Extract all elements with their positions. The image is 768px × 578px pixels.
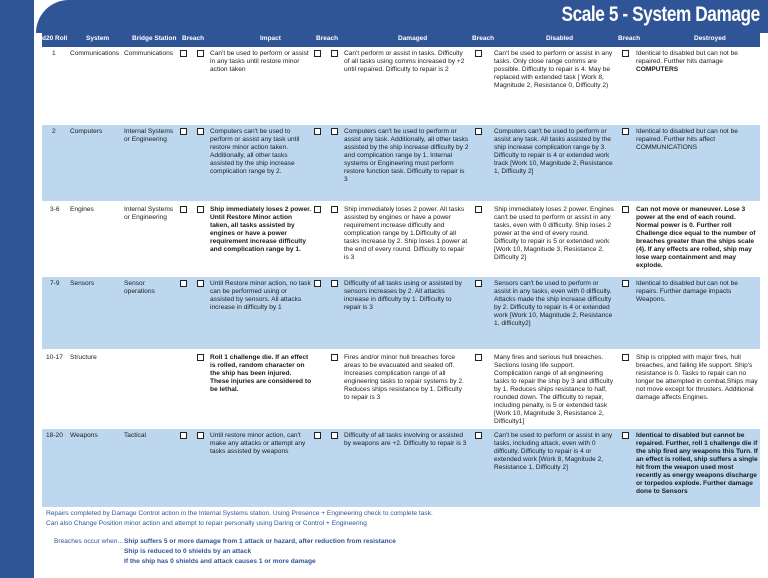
impact-cell: Can't be used to perform or assist in any tasks until restore minor action taken — [210, 50, 309, 73]
breach-checkbox[interactable] — [622, 50, 629, 57]
column-header-row — [42, 33, 760, 47]
breach-checkbox[interactable] — [622, 432, 629, 439]
col-breach-2: Breach — [316, 35, 339, 42]
breach-checkbox[interactable] — [314, 128, 321, 135]
damaged-cell: Can't perform or assist in tasks. Difficulty of all tasks using comms increased by +2 until repaired. Difficulty to repair is 2 — [344, 50, 465, 73]
roll-cell: 3-6 — [50, 206, 60, 213]
impact-cell: Until Restore minor action, no task can be performed using or assisted by sensors. All attacks increase in difficulty by 1 — [210, 280, 311, 311]
table-row — [42, 277, 760, 349]
breach-checkbox[interactable] — [475, 432, 482, 439]
table-row — [42, 351, 760, 427]
col-breach-1: Breach — [182, 35, 205, 42]
station-cell: Internal Systems or Engineering — [124, 206, 174, 221]
breach-checkbox[interactable] — [180, 128, 187, 135]
breach-checkbox[interactable] — [197, 280, 204, 287]
station-cell: Internal Systems or Engineering — [124, 128, 174, 143]
destroyed-cell: Ship is crippled with major fires, hull breaches, and failing life support. Ship's resistance is 0. Tasks to repair can no longer be attempted in combat.Ships may not move except for thrusters. Additional damage affects Engines. — [636, 354, 758, 401]
disabled-cell: Can't be used to perform or assist in any tasks, including attack, even with 0 difficulty. Difficulty to repair is 4 or extended work [Work 8, Magnitude 2, Resistance 1, Difficulty 2] — [494, 432, 613, 471]
table-row — [42, 203, 760, 275]
breach-checkbox[interactable] — [180, 280, 187, 287]
breach-condition-2: Ship is reduced to 0 shields by an attack — [124, 548, 252, 555]
breach-checkbox[interactable] — [622, 206, 629, 213]
roll-cell: 2 — [52, 128, 56, 135]
breach-checkbox[interactable] — [180, 50, 187, 57]
col-destroyed: Destroyed — [694, 35, 726, 42]
header-bar — [36, 0, 768, 33]
breach-checkbox[interactable] — [475, 50, 482, 57]
breach-checkbox[interactable] — [197, 354, 204, 361]
table-row — [42, 125, 760, 201]
breach-checkbox[interactable] — [197, 128, 204, 135]
breach-checkbox[interactable] — [331, 50, 338, 57]
breach-checkbox[interactable] — [475, 206, 482, 213]
table-row — [42, 429, 760, 507]
breach-checkbox[interactable] — [331, 432, 338, 439]
breach-checkbox[interactable] — [180, 206, 187, 213]
system-cell: Structure — [70, 354, 97, 361]
breach-condition-3: If the ship has 0 shields and attack causes 1 or more damage — [124, 558, 316, 565]
destroyed-cell: Can not move or maneuver. Lose 3 power at the end of each round. Normal power is 0. Further roll Challenge dice equal to the number of breaches greater than the ships scale (4). If any effects are rolled, ship may lose warp containment and may explode. — [636, 206, 756, 269]
breach-checkbox[interactable] — [475, 280, 482, 287]
breach-checkbox[interactable] — [314, 280, 321, 287]
breach-checkbox[interactable] — [622, 280, 629, 287]
disabled-cell: Ship immediately loses 2 power. Engines can't be used to perform or assist in any tasks, even with 0 difficulty. Ship loses 2 power at the end of every round. Difficulty to repair is 5 or extended work [Work 10, Magnitude 3, Resistance 2, Difficulty 2] — [494, 206, 614, 261]
col-system: System — [86, 35, 110, 42]
table-row — [42, 47, 760, 123]
breach-checkbox[interactable] — [314, 206, 321, 213]
system-cell: Weapons — [70, 432, 98, 439]
damaged-cell: Fires and/or minor hull breaches force areas to be evacuated and sealed off. Increases complication range of all engineering tasks to repair systems by 2. Reduces ships resistance by 1. Difficulty to repair is 3 — [344, 354, 464, 401]
disabled-cell: Sensors can't be used to perform or assist in any tasks, even with 0 difficulty. Attacks made the ship increase difficulty by 2. Difficulty to repair is 4 or extended work [Work 10, Magnitude 2, Resistance 1, difficulty2] — [494, 280, 613, 327]
breach-checkbox[interactable] — [331, 280, 338, 287]
station-cell: Communications — [124, 50, 174, 57]
system-cell: Computers — [70, 128, 103, 135]
breach-checkbox[interactable] — [197, 432, 204, 439]
left-binding — [0, 0, 34, 578]
col-breach-4: Breach — [618, 35, 641, 42]
col-damaged: Damaged — [398, 35, 428, 42]
damaged-cell: Difficulty of all tasks involving or assisted by weapons are +2. Difficulty to repair is 3 — [344, 432, 467, 447]
col-roll: d20 Roll — [42, 35, 68, 42]
breach-checkbox[interactable] — [314, 432, 321, 439]
col-disabled: Disabled — [546, 35, 574, 42]
breach-checkbox[interactable] — [475, 128, 482, 135]
breach-checkbox[interactable] — [180, 432, 187, 439]
breach-checkbox[interactable] — [197, 50, 204, 57]
breach-condition-1: Ship suffers 5 or more damage from 1 attack or hazard, after reduction from resistance — [124, 538, 396, 545]
roll-cell: 7-9 — [50, 280, 60, 287]
system-cell: Sensors — [70, 280, 95, 287]
breach-intro: Breaches occur when... — [54, 538, 123, 545]
breach-checkbox[interactable] — [331, 128, 338, 135]
roll-cell: 1 — [52, 50, 56, 57]
disabled-cell: Many fires and serious hull breaches. Sections losing life support. Complication range of all engineering tasks to repair the ship by 3 and difficulty by 1. Reduces ships resistance to half, rounded down. The difficulty to repair, including penalty, is 5 or extended task [Work 10, Magnitude 3, Resistance 2, Difficulty1] — [494, 354, 613, 425]
destroyed-cell: Identical to disabled but can not be repaired. Further hits damage COMPUTERS — [636, 50, 738, 73]
system-cell: Engines — [70, 206, 94, 213]
disabled-cell: Can't be used to perform or assist in any tasks. Only close range comms are possible. Difficulty to repair is 4. May be replaced with extended task [ Work 8, Magnitude 2, Resistance 0, Difficulty 2) — [494, 50, 613, 89]
system-cell: Communications — [70, 50, 120, 57]
roll-cell: 18-20 — [46, 432, 63, 439]
disabled-cell: Computers can't be used to perform or assist any task. All tasks assisted by the ship increase complication range by 3. Difficulty to repair is 4 or extended work track [Work 10, Magnitude 2, Resistance 1, Difficulty 2] — [494, 128, 613, 175]
col-station: Bridge Station — [132, 35, 177, 42]
col-impact: Impact — [260, 35, 281, 42]
breach-checkbox[interactable] — [331, 354, 338, 361]
breach-checkbox[interactable] — [475, 354, 482, 361]
page-title: Scale 5 - System Damage — [561, 3, 760, 26]
repairs-note-1: Repairs completed by Damage Control action in the Internal Systems station. Using Presence + Engineering check to complete task. — [46, 510, 433, 517]
damaged-cell: Difficulty of all tasks using or assisted by sensors increases by 2. All attacks increase in difficulty by 1. Difficulty to repair is 3 — [344, 280, 462, 311]
breach-checkbox[interactable] — [331, 206, 338, 213]
damaged-cell: Ship immediately loses 2 power. All tasks assisted by engines or have a power requirement increase difficulty and complication range by 1.Difficulty of all tasks increase by 2. Ship loses 1 power at the end of every round. Difficulty to repair is 3 — [344, 206, 468, 261]
destroyed-cell: Identical to disabled but cannot be repaired. Further, roll 1 challenge die if the ship fired any weapons this Turn. If an effect is rolled, ship suffers a single hit from the weapon used most recently as energy weapons discharge or torpedos explode. Further damage done to Sensors — [636, 432, 758, 495]
damaged-cell: Computers can't be used to perform or assist any task. Additionally, all other tasks assisted by the ship increase difficulty by 2 and complication range by 1. Internal systems or Engineering must perform restore function task. Difficulty to repair is 3 — [344, 128, 469, 183]
impact-cell: Computers can't be used to perform or assist any task until restore minor action taken. Additionally, all other tasks assisted by the ship increase complication range by 2. — [210, 128, 300, 175]
roll-cell: 10-17 — [46, 354, 63, 361]
impact-cell: Until restore minor action, can't make any attacks or attempt any tasks assisted by weapons — [210, 432, 306, 455]
station-cell: Tactical — [124, 432, 146, 439]
breach-checkbox[interactable] — [197, 206, 204, 213]
impact-cell: Roll 1 challenge die. If an effect is rolled, random character on the ship has been injured. These injuries are considered to be lethal. — [210, 354, 312, 393]
col-breach-3: Breach — [472, 35, 495, 42]
damage-table — [42, 47, 760, 578]
destroyed-cell: Identical to disabled but can not be repairs. Further damage impacts Weapons. — [636, 280, 738, 303]
destroyed-cell: Identical to disabled but can not be repaired. Further hits affect COMMUNICATIONS — [636, 128, 738, 151]
breach-checkbox[interactable] — [314, 50, 321, 57]
impact-cell: Ship immediately loses 2 power. Until Restore Minor action taken, all tasks assisted by engines or have a power requirement increase difficulty and complication range by 1. — [210, 206, 312, 253]
repairs-note-2: Can also Change Position minor action and attempt to repair personally using Daring or Control + Engineering — [46, 520, 367, 527]
breach-checkbox[interactable] — [622, 354, 629, 361]
station-cell: Sensor operations — [124, 280, 155, 295]
breach-checkbox[interactable] — [622, 128, 629, 135]
